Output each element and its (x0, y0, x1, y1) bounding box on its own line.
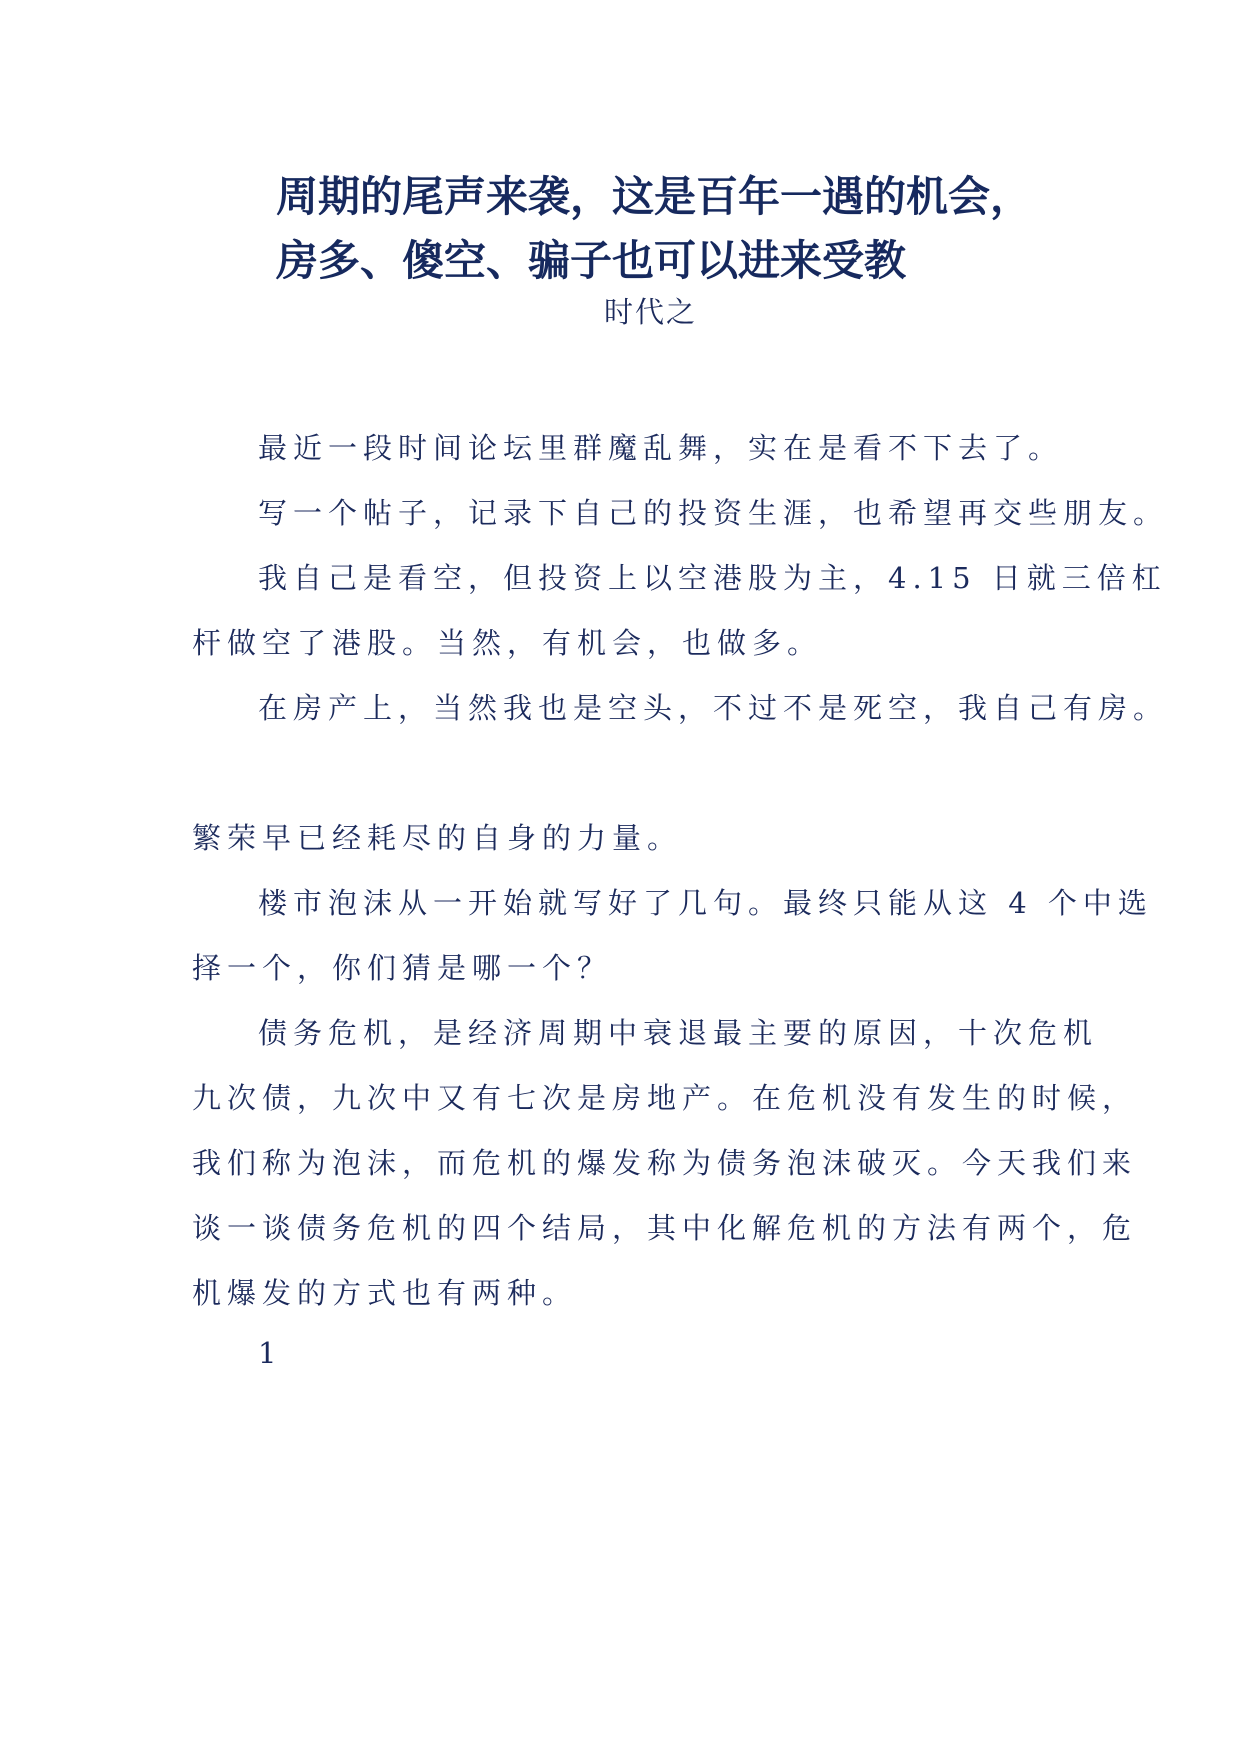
body-line: 楼市泡沫从一开始就写好了几句。最终只能从这 4 个中选 (258, 886, 1153, 920)
body-line: 债务危机，是经济周期中衰退最主要的原因，十次危机 (258, 1016, 1099, 1050)
body-line: 写一个帖子，记录下自己的投资生涯，也希望再交些朋友。 (258, 496, 1169, 530)
body-line: 最近一段时间论坛里群魔乱舞，实在是看不下去了。 (258, 431, 1064, 465)
body-line: 杆做空了港股。当然，有机会，也做多。 (192, 626, 823, 660)
body-line: 繁荣早已经耗尽的自身的力量。 (192, 821, 683, 855)
document-title-line-2: 房多、傻空、骗子也可以进来受教 (276, 236, 907, 285)
author-name: 时代之 (604, 295, 698, 329)
body-line: 择一个，你们猜是哪一个？ (192, 951, 613, 985)
body-line: 我们称为泡沫，而危机的爆发称为债务泡沫破灭。今天我们来 (192, 1146, 1138, 1180)
body-line: 在房产上，当然我也是空头，不过不是死空，我自己有房。 (258, 691, 1169, 725)
section-number: 1 (258, 1336, 283, 1370)
document-title-line-1: 周期的尾声来袭，这是百年一遇的机会， (276, 172, 1033, 221)
body-line: 机爆发的方式也有两种。 (192, 1276, 578, 1310)
body-line: 谈一谈债务危机的四个结局，其中化解危机的方法有两个，危 (192, 1211, 1138, 1245)
body-line: 九次债，九次中又有七次是房地产。在危机没有发生的时候， (192, 1081, 1138, 1115)
body-line: 我自己是看空，但投资上以空港股为主，4.15 日就三倍杠 (258, 561, 1167, 595)
